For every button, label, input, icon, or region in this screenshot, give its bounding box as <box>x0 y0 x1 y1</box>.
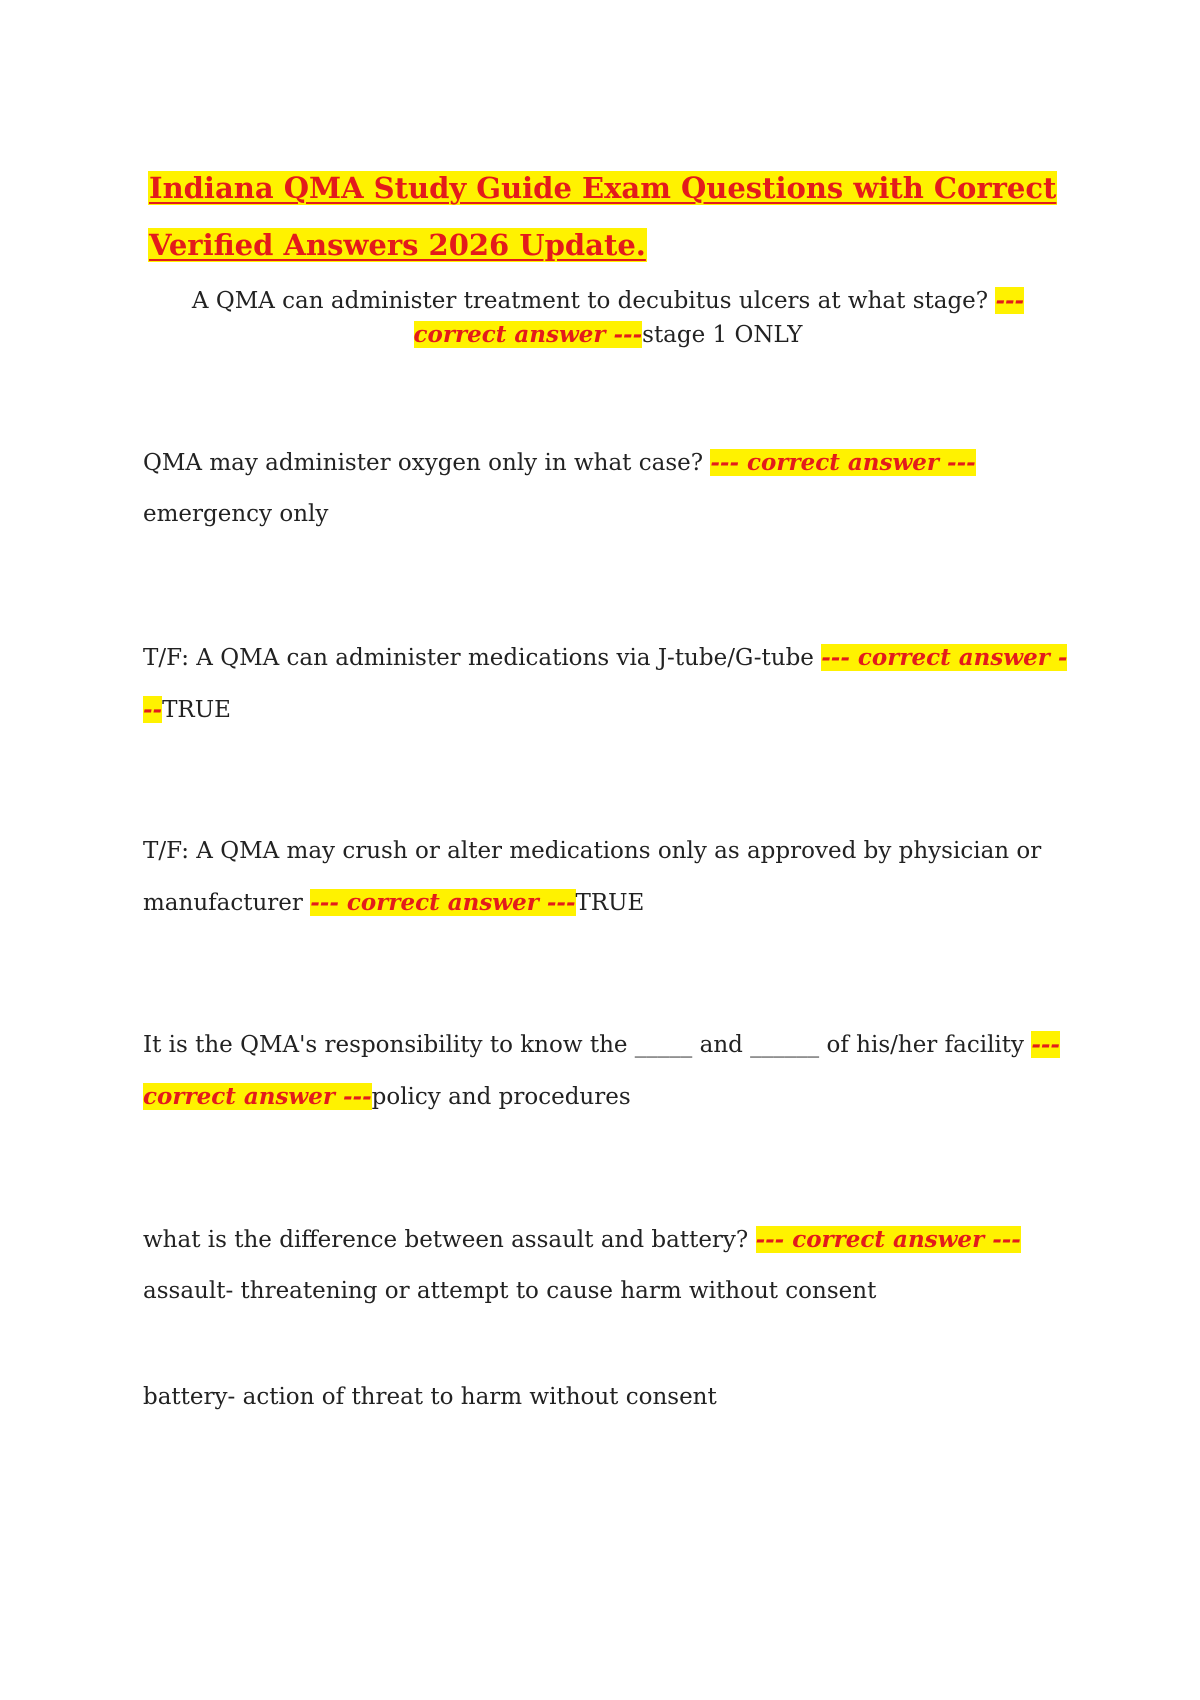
question-text: T/F: A QMA can administer medications via J-tube/G-tube <box>143 645 814 671</box>
correct-answer-marker: --- correct answer --- <box>710 449 976 476</box>
document-title <box>148 160 1068 274</box>
answer-text: TRUE <box>162 697 231 723</box>
answer-text: stage 1 ONLY <box>642 322 803 348</box>
answer-text: emergency only <box>143 501 329 527</box>
answer-text: TRUE <box>575 890 645 916</box>
question-text: It is the QMA's responsibility to know the _____ and ______ of his/her facility <box>143 1032 1025 1058</box>
answer-text: assault- threatening or attempt to cause harm without consent <box>143 1278 877 1304</box>
qa-item-1 <box>143 284 1073 352</box>
answer-continuation: battery- action of threat to harm without consent <box>143 1384 717 1410</box>
answer-text: policy and procedures <box>371 1084 631 1110</box>
correct-answer-marker: --- correct answer --- <box>143 644 1068 723</box>
question-text: T/F: A QMA may crush or alter medications only as approved by physician or manufacturer <box>143 838 1042 916</box>
correct-answer-marker: --- correct answer --- <box>413 287 1025 348</box>
qa-item-5 <box>143 1019 1073 1123</box>
question-text: what is the difference between assault and battery? <box>143 1227 749 1253</box>
correct-answer-marker: --- correct answer --- <box>143 1031 1060 1110</box>
correct-answer-marker: --- correct answer --- <box>755 1226 1021 1253</box>
qa-item-4 <box>143 826 1073 929</box>
document-title-text: Indiana QMA Study Guide Exam Questions with Correct Verified Answers 2026 Update. <box>149 171 1057 262</box>
qa-item-2 <box>143 437 1073 540</box>
question-text: QMA may administer oxygen only in what case? <box>143 450 704 476</box>
question-text: A QMA can administer treatment to decubitus ulcers at what stage? <box>191 288 989 314</box>
qa-item-6 <box>143 1214 1073 1317</box>
qa-item-3 <box>143 632 1073 736</box>
correct-answer-marker: --- correct answer --- <box>310 889 576 916</box>
